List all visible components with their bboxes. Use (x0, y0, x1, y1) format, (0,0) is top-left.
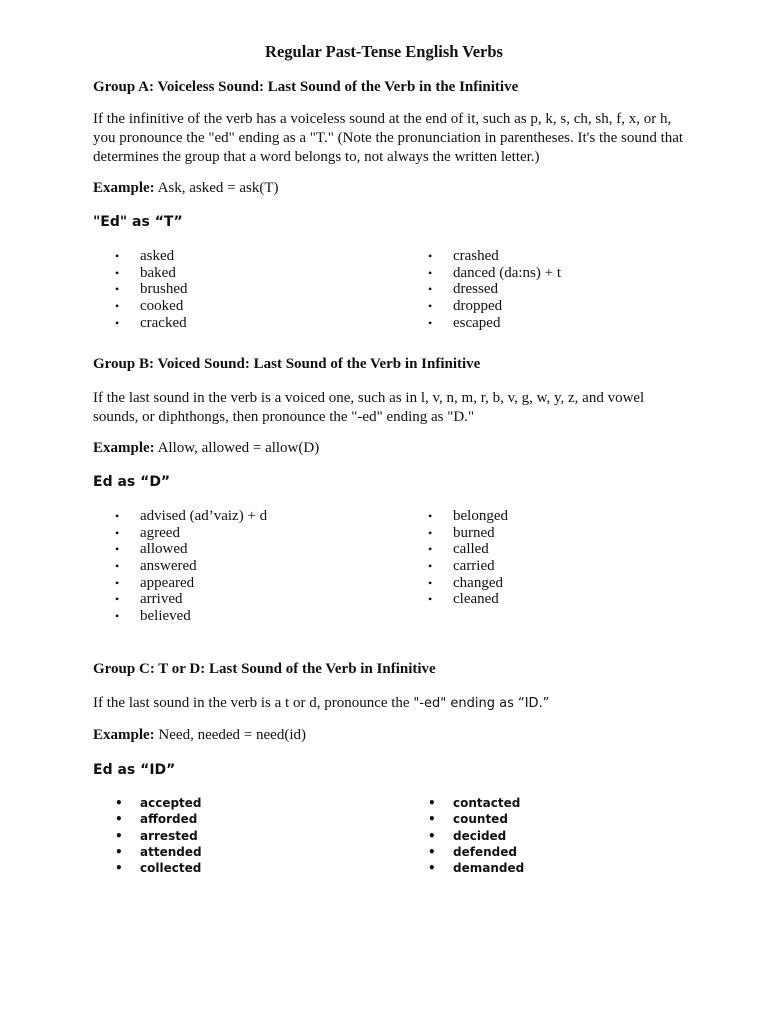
example-label: Example: (93, 727, 155, 743)
list-item: • counted (428, 811, 524, 827)
list-item: • cleaned (428, 591, 508, 608)
group-c-left-list (115, 795, 202, 876)
example-text: Allow, allowed = allow(D) (154, 440, 320, 456)
group-a-paragraph: If the infinitive of the verb has a voiceless sound at the end of it, such as p, k, s, ch, sh, f, x, or h, you pronounce the "ed" ending as a "T." (Note the pronunciation in parentheses. It's the sound that determines the group that a word belongs to, not always the written letter.) (93, 111, 684, 165)
group-b-example (93, 440, 319, 457)
group-a-left-list (115, 248, 188, 331)
group-c-example (93, 727, 306, 744)
list-item: • danced (da:ns) + t (428, 265, 561, 282)
list-item: • asked (115, 248, 188, 265)
list-item: • contacted (428, 795, 524, 811)
list-item: • collected (115, 860, 202, 876)
list-item: • afforded (115, 811, 202, 827)
list-item: • dressed (428, 281, 561, 298)
list-item: • attended (115, 844, 202, 860)
list-item: • advised (ad’vaiz) + d (115, 508, 267, 525)
list-item: • decided (428, 828, 524, 844)
group-a-subheading: "Ed" as “T” (93, 214, 183, 230)
example-text: Need, needed = need(id) (154, 727, 306, 743)
list-item: • brushed (115, 281, 188, 298)
list-item: • changed (428, 575, 508, 592)
group-b-subheading: Ed as “D” (93, 474, 171, 490)
list-item: • crashed (428, 248, 561, 265)
group-c-subheading: Ed as “ID” (93, 762, 176, 778)
group-a-heading: Group A: Voiceless Sound: Last Sound of the Verb in the Infinitive (93, 79, 519, 95)
list-item: • carried (428, 558, 508, 575)
paragraph-start: If the last sound in the verb is a t or d, pronounce the (93, 695, 414, 711)
list-item: • agreed (115, 525, 267, 542)
list-item: • cooked (115, 298, 188, 315)
group-b-right-list (428, 508, 508, 608)
group-a-example (93, 180, 279, 197)
page-title: Regular Past-Tense English Verbs (265, 42, 503, 61)
group-b-paragraph: If the last sound in the verb is a voiced one, such as in l, v, n, m, r, b, v, g, w, y, z, and vowel sounds, or diphthongs, then pronounce the "-ed" ending as "D." (93, 390, 645, 425)
list-item: • escaped (428, 315, 561, 332)
list-item: • belonged (428, 508, 508, 525)
list-item: • appeared (115, 575, 267, 592)
list-item: • accepted (115, 795, 202, 811)
paragraph-end: "-ed" ending as “ID.” (413, 696, 550, 711)
list-item: • arrested (115, 828, 202, 844)
list-item: • allowed (115, 541, 267, 558)
list-item: • answered (115, 558, 267, 575)
group-b-left-list (115, 508, 267, 625)
list-item: • cracked (115, 315, 188, 332)
group-c-paragraph (93, 694, 693, 713)
group-a-right-list (428, 248, 561, 331)
list-item: • demanded (428, 860, 524, 876)
list-item: • arrived (115, 591, 267, 608)
list-item: • dropped (428, 298, 561, 315)
list-item: • burned (428, 525, 508, 542)
list-item: • believed (115, 608, 267, 625)
group-b-heading: Group B: Voiced Sound: Last Sound of the Verb in Infinitive (93, 356, 481, 372)
group-c-right-list (428, 795, 524, 876)
example-label: Example: (93, 180, 155, 196)
list-item: • defended (428, 844, 524, 860)
list-item: • baked (115, 265, 188, 282)
example-label: Example: (93, 440, 155, 456)
example-text: Ask, asked = ask(T) (154, 180, 279, 196)
list-item: • called (428, 541, 508, 558)
group-c-heading: Group C: T or D: Last Sound of the Verb in Infinitive (93, 661, 436, 677)
